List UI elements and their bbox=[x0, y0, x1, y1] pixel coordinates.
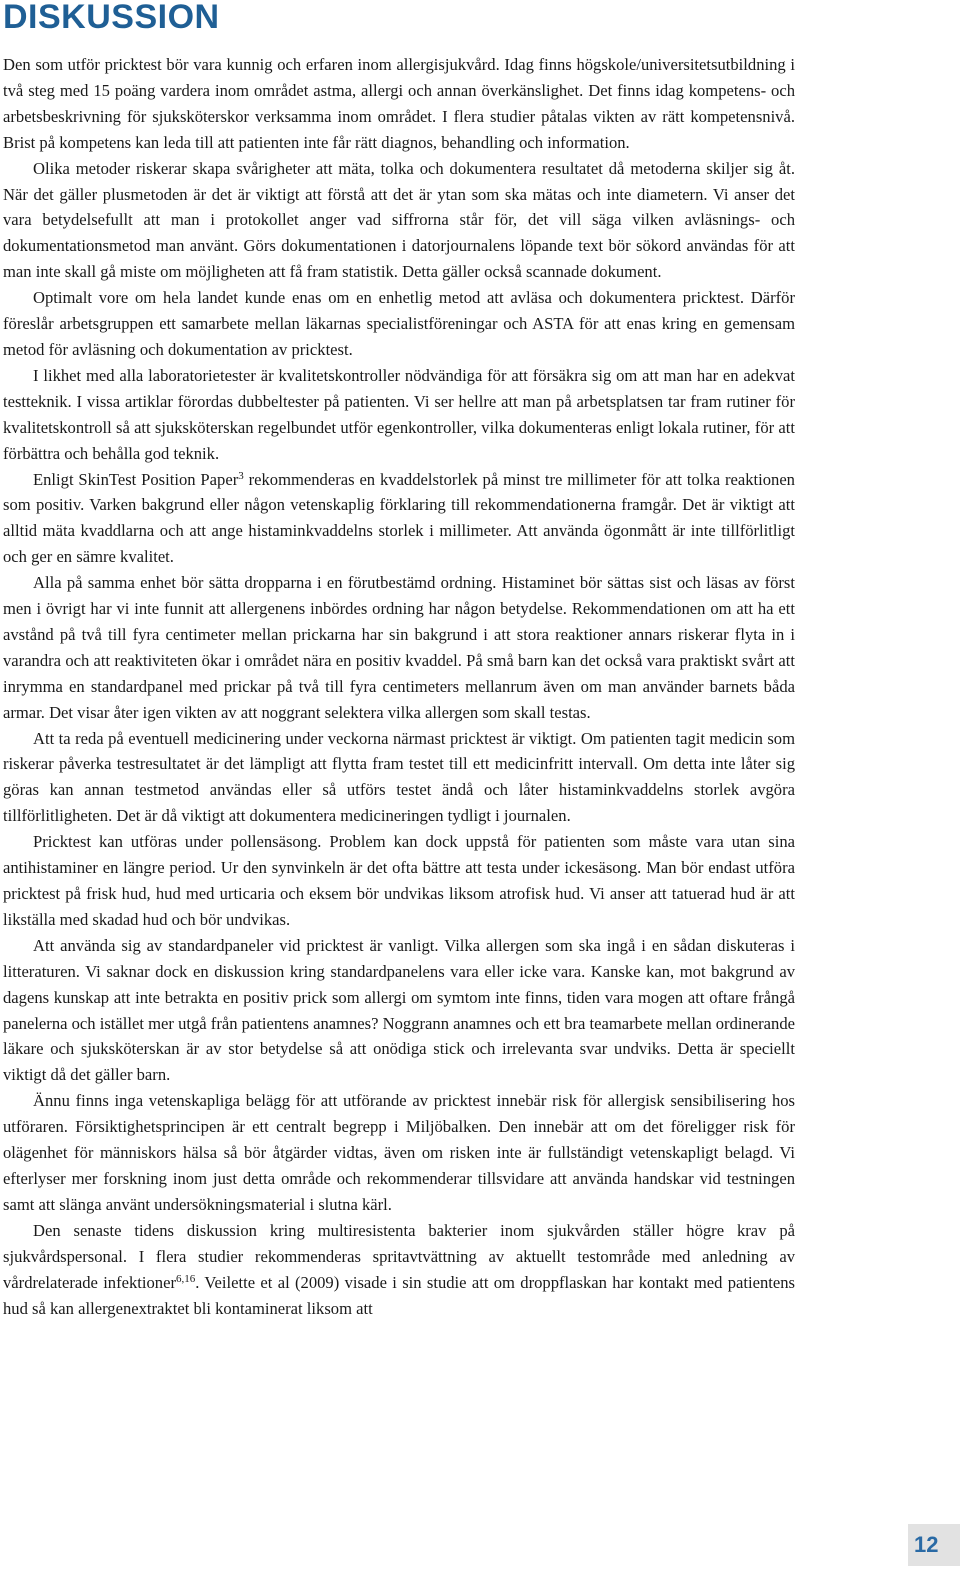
paragraph-medication: Att ta reda på eventuell medicinering under veckorna närmast pricktest är viktigt. Om patienten tagit medicin som riskerar påverka testresultatet är det lämpligt att flytta fram testet till ett medicinfritt intervall. Om detta inte låter sig göras kan annan testmetod användas eller så utförs testet ändå och låter histaminkvaddelns storlek avgöra tillförlitligheten. Det är då viktigt att dokumentera medicineringen tydligt i journalen. bbox=[3, 728, 795, 826]
paragraph-wheal-size-text: Enligt SkinTest Position Paper bbox=[33, 469, 239, 489]
paragraph-bacteria-text: Den senaste tidens diskussion kring multiresistenta bakterier inom sjukvården ställer högre krav på sjukvårdspersonal. I flera studier rekommenderas spritavtvättning av aktuellt testområde med anledning av vårdrelaterade infektioner bbox=[3, 1220, 795, 1292]
paragraph-pollen-season: Pricktest kan utföras under pollensäsong. Problem kan dock uppstå för patienten som måste vara utan sina antihistaminer en längre period. Ur den synvinkeln är det ofta bättre att testa under ickesäsong. Man bör endast utföra pricktest på frisk hud, hud med urticaria och eksem bör undvikas liksom atrofisk hud. Vi anser att tatuerad hud är att likställa med skadad hud och bör undvikas. bbox=[3, 832, 795, 929]
paragraph-bacteria bbox=[3, 1218, 795, 1322]
paragraph-sensitization-risk: Ännu finns inga vetenskapliga belägg för att utförande av pricktest innebär risk för allergisk sensibilisering hos utföraren. Försiktighetsprincipen är ett centralt begrepp i Miljöbalken. Den innebär att om det föreligger risk för olägenhet för människors hälsa så bör åtgärder vidtas, även om risken inte är fullständigt vetenskapligt belagd. Vi efterlyser mer forskning inom just detta område och rekommenderar tillsvidare att använda handskar vid testningen samt att slänga använt undersökningsmaterial i slutna kärl. bbox=[3, 1091, 795, 1214]
paragraph-uniform-method: Optimalt vore om hela landet kunde enas om en enhetlig metod att avläsa och dokumentera pricktest. Därför föreslår arbetsgruppen ett samarbete mellan läkarnas specialistföreningar och ASTA för att enas kring en gemensam metod för avläsning och dokumentation av pricktest. bbox=[3, 288, 795, 359]
paragraph-bacteria-text-cont: . Veilette et al (2009) visade i sin studie att om droppflaskan har kontakt med patientens hud så kan allergenextraktet bli kontaminerat liksom att bbox=[3, 1272, 795, 1318]
paragraph-quality-control: I likhet med alla laboratorietester är kvalitetskontroller nödvändiga för att försäkra sig om att man har en adekvat testteknik. I vissa artiklar förordas dubbeltester på patienten. Vi ser hellre att man på arbetsplatsen tar fram rutiner för kvalitetskontroll så att sjuksköterskan regelbundet utför egenkontroller, vilka dokumenteras enligt lokala rutiner, för att förbättra och behålla god teknik. bbox=[3, 365, 795, 463]
paragraph-wheal-size bbox=[3, 467, 795, 571]
page-heading: DISKUSSION bbox=[3, 0, 220, 36]
citation-ref: 6,16 bbox=[176, 1272, 196, 1285]
paragraph-standard-panels: Att använda sig av standardpaneler vid pricktest är vanligt. Vilka allergen som ska ingå i en sådan diskuteras i litteraturen. Vi saknar dock en diskussion kring standardpanelens vara eller icke vara. Kanske kan, mot bakgrund av dagens kunskap att inte betrakta en positiv prick som allergi om symtom inte finns, tiden vara mogen att oftare frångå panelerna och istället mer utgå från patientens anamnes? Noggrann anamnes och ett bra teamarbete mellan ordinerande läkare och sjuksköterskan är av stor betydelse så att onödiga stick och irrelevanta svar undviks. Detta är speciellt viktigt då det gäller barn. bbox=[3, 935, 796, 1085]
paragraph-drop-order: Alla på samma enhet bör sätta dropparna i en förutbestämd ordning. Histaminet bör sättas sist och läsas av först men i övrigt har vi inte funnit att allergenens inbördes ordning har någon betydelse. Rekommendationen om att ha ett avstånd på två till fyra centimeter mellan prickarna har sin bakgrund i att stora reaktioner annars riskerar flyta in i varandra och att reaktiviteten ökar i området nära en positiv kvaddel. På små barn kan det också vara praktiskt svårt att inrymma en standardpanel med prickar på två till fyra centimeters mellanrum även om man använder barnets båda armar. Det visar åter igen vikten av att noggrant selektera vilka allergen som skall testas. bbox=[3, 573, 795, 722]
discussion-body bbox=[3, 52, 795, 1321]
citation-ref: 3 bbox=[238, 469, 244, 482]
paragraph-methods: Olika metoder riskerar skapa svårigheter att mäta, tolka och dokumentera resultatet då metoderna skiljer sig åt. När det gäller plusmetoden är det är viktigt att förstå att det är ytan som ska mätas och inte diametern. Vi anser det vara betydelsefullt att man i protokollet anger vad siffrorna står för, det vill säga vilken avläsnings- och dokumentationsmetod man använt. Görs dokumentationen i datorjournalens löpande text bör sökord användas för att man inte skall gå miste om möjligheten att få fram statistik. Detta gäller också scannade dokument. bbox=[3, 158, 795, 282]
paragraph-wheal-size-text-cont: rekommenderas en kvaddelstorlek på minst tre millimeter för att tolka reaktionen som positiv. Varken bakgrund eller någon vetenskaplig förklaring till rekommendationerna framgår. Det är viktigt att alltid mäta kvaddlarna och att ange histaminkvaddelns storlek i millimeter. Att använda ögonmått är inte tillförlitligt och ger en sämre kvalitet. bbox=[3, 469, 795, 567]
page-number: 12 bbox=[908, 1524, 960, 1566]
paragraph-competence: Den som utför pricktest bör vara kunnig och erfaren inom allergisjukvård. Idag finns högskole/universitetsutbildning i två steg med 15 poäng vardera inom området astma, allergi och annan överkänslighet. Det finns idag kompetens- och arbetsbeskrivning för sjuksköterskor verksamma inom området. I flera studier påtalas vikten av rätt kompetensnivå. Brist på kompetens kan leda till att patienten inte får rätt diagnos, behandling och information. bbox=[3, 55, 795, 152]
